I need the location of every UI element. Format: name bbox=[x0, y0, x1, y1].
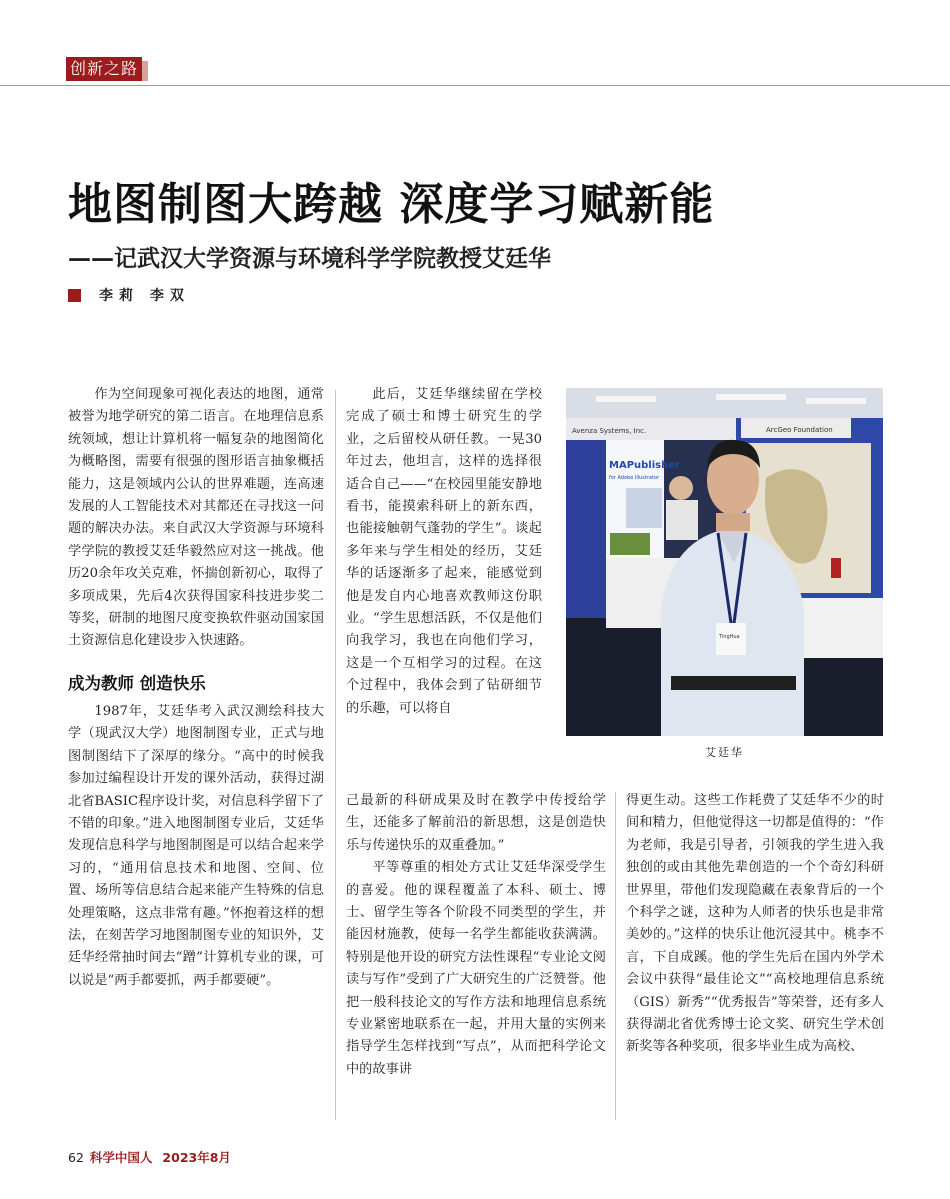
banner-title: MAPublisher bbox=[609, 460, 680, 471]
page-number: 62 bbox=[68, 1150, 84, 1165]
banner-subtitle: for Adobe Illustrator bbox=[609, 475, 660, 481]
column-2-lower bbox=[346, 790, 606, 1081]
portrait-photo bbox=[566, 388, 883, 736]
author-names: 李莉 李双 bbox=[99, 288, 190, 304]
paragraph-intro: 作为空间现象可视化表达的地图，通常被誉为地学研究的第二语言。在地理信息系统领域，想让计算机将一幅复杂的地图简化为概略图，需要有很强的图形语言抽象概括能力，这是领域内公认的世界难题，连高速发展的人工智能技术对其都还在寻找这一问题的解决办法。来自武汉大学资源与环境科学学院的教授艾廷华毅然应对这一挑战。他历20余年攻关克难，怀揣创新初心，取得了多项成果，先后4次获得国家科技进步奖二等奖，研制的地图尺度变换软件驱动国家国土资源信息化建设步入快速路。 bbox=[68, 387, 324, 649]
banner-company: Avenza Systems, Inc. bbox=[572, 427, 647, 435]
article-title: 地图制图大跨越 深度学习赋新能 bbox=[68, 179, 715, 230]
paragraph-respect: 平等尊重的相处方式让艾廷华深受学生的喜爱。他的课程覆盖了本科、硕士、博士、留学生等各个阶段不同类型的学生，并能因材施教，使每一名学生都能收获满满。特别是他开设的研究方法性课程“专业论文阅读与写作”受到了广大研究生的广泛赞誉。他把一般科技论文的写作方法和地理信息系统专业紧密地联系在一起，并用大量的实例来指导学生怎样找到“写点”，从而把科学论文中的故事讲 bbox=[346, 860, 606, 1077]
paragraph-1987: 1987年，艾廷华考入武汉测绘科技大学（现武汉大学）地图制图专业，正式与地图制图结下了深厚的缘分。“高中的时候我参加过编程设计开发的课外活动，获得过湖北省BASIC程序设计奖，对信息科学留下了不错的印象。”进入地图制图专业后，艾廷华发现信息科学与地图制图是可以结合起来学习的，“通用信息技术和地图、空间、位置、场所等信息结合起来能产生特殊的信息处理策略，这点非常有趣。”怀抱着这样的想法，在刻苦学习地图制图专业的知识外，艾廷华经常抽时间去“蹭”计算机专业的课，可以说是“两手都要抓，两手都要硬”。 bbox=[68, 703, 324, 988]
banner-foundation: ArcGeo Foundation bbox=[766, 426, 833, 434]
column-3 bbox=[626, 790, 884, 1059]
badge-name: TingHua bbox=[719, 634, 740, 640]
page-footer bbox=[68, 1148, 231, 1166]
section-tag: 创新之路 bbox=[66, 57, 142, 81]
column-2-upper bbox=[346, 384, 542, 720]
paragraph-continued: 己最新的科研成果及时在教学中传授给学生，还能多了解前沿的新思想，这是创造快乐与传递快乐的双重叠加。” bbox=[346, 793, 606, 853]
paragraph-after: 此后，艾廷华继续留在学校完成了硕士和博士研究生的学业，之后留校从研任教。一晃30年过去，他坦言，这样的选择很适合自己——“在校园里能安静地看书，能摸索科研上的新东西，也能接触朝气蓬勃的学生”。谈起多年来与学生相处的经历，艾廷华的话逐渐多了起来，能感觉到他是发自内心地喜欢教师这份职业。“学生思想活跃，不仅是他们向我学习，我也在向他们学习，这是一个互相学习的过程。在这个过程中，我体会到了钻研细节的乐趣，可以将自 bbox=[346, 387, 542, 716]
author-marker bbox=[68, 289, 81, 302]
column-1 bbox=[68, 384, 324, 992]
magazine-name: 科学中国人 bbox=[89, 1150, 153, 1165]
column-divider bbox=[615, 792, 616, 1120]
issue-date: 2023年8月 bbox=[162, 1150, 231, 1165]
column-divider bbox=[335, 390, 336, 1120]
article-subtitle: ——记武汉大学资源与环境科学学院教授艾廷华 bbox=[68, 246, 551, 272]
author-line bbox=[68, 287, 190, 303]
photo-caption: 艾廷华 bbox=[705, 746, 744, 759]
paragraph-continued: 得更生动。这些工作耗费了艾廷华不少的时间和精力，但他觉得这一切都是值得的：“作为老师，我是引导者，引领我的学生进入我独创的或由其他先辈创造的一个个奇幻科研世界里，带他们发现隐藏在表象背后的一个个科学之谜，这种为人师者的快乐也是非常美妙的。”这样的快乐让他沉浸其中。桃李不言，下自成蹊。他的学生先后在国内外学术会议中获得“最佳论文”“高校地理信息系统（GIS）新秀”“优秀报告”等荣誉，还有多人获得湖北省优秀博士论文奖、研究生学术创新奖等各种奖项，很多毕业生成为高校、 bbox=[626, 793, 884, 1055]
header-rule bbox=[0, 85, 950, 86]
section-heading: 成为教师 创造快乐 bbox=[68, 673, 206, 693]
